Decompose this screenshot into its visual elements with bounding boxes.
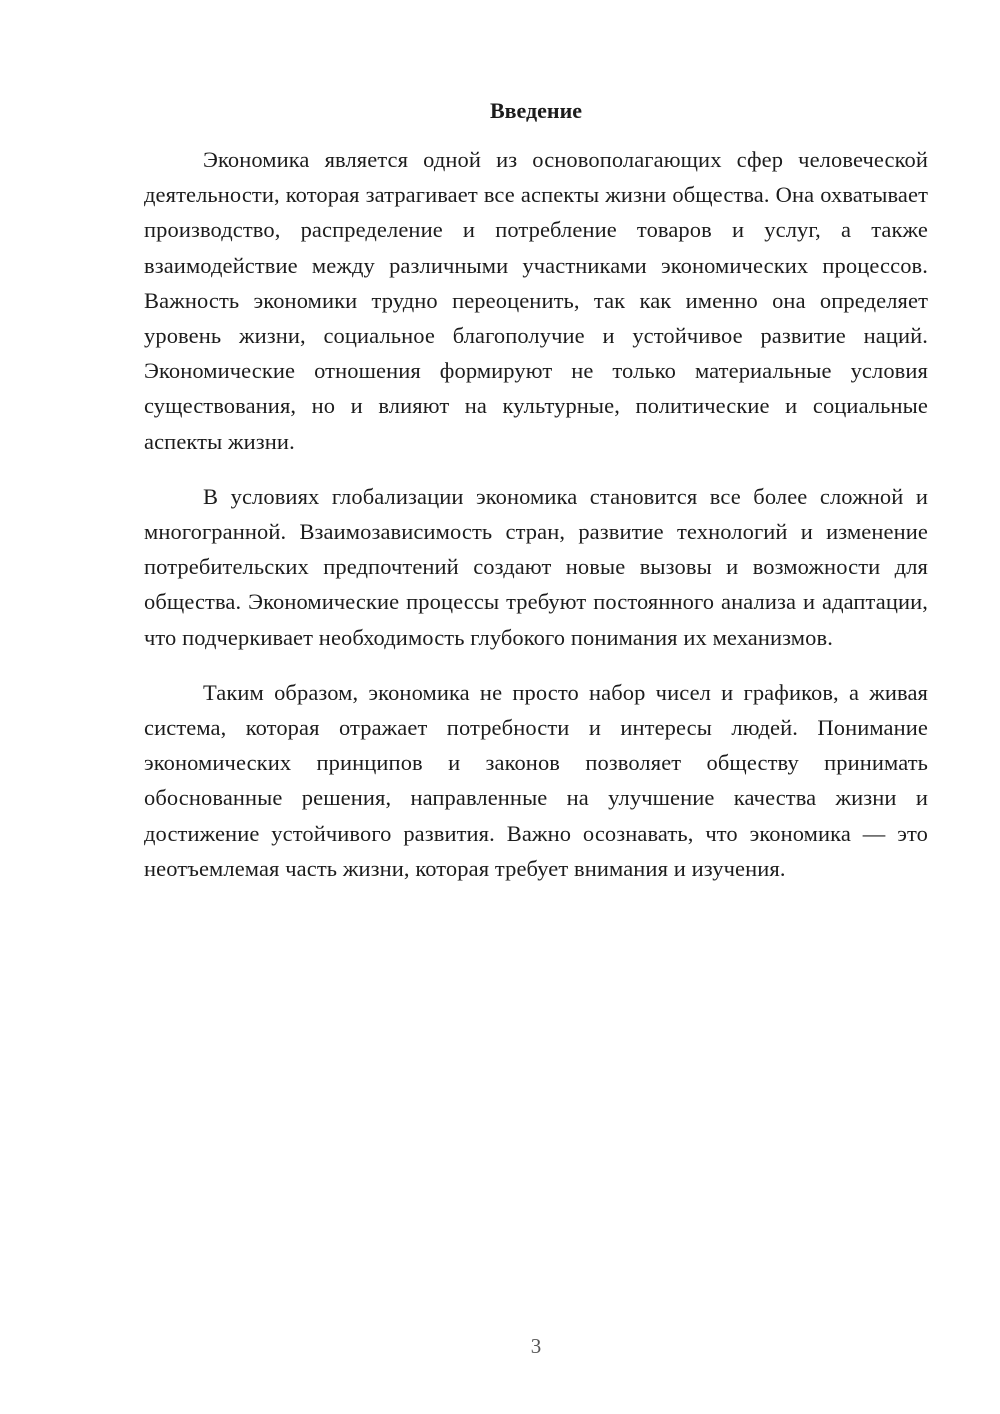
page-number: 3 — [530, 1334, 542, 1358]
paragraph-conclusion: Таким образом, экономика не просто набор чисел и графиков, а живая система, которая отражает потребности и интересы людей. Понимание экономических принципов и законов позволяет обществу принимать обоснованные решения, направленные на улучшение качества жизни и достижение устойчивого развития. Важно осознавать, что экономика — это неотъемлемая часть жизни, которая требует внимания и изучения. — [144, 679, 928, 881]
section-heading: Введение — [489, 98, 583, 123]
body-text — [144, 142, 928, 906]
paragraph-globalization: В условиях глобализации экономика становится все более сложной и многогранной. Взаимозависимость стран, развитие технологий и изменение потребительских предпочтений создают новые вызовы и возможности для общества. Экономические процессы требуют постоянного анализа и адаптации, что подчеркивает необходимость глубокого понимания их механизмов. — [144, 483, 928, 650]
paragraph-intro: Экономика является одной из основополагающих сфер человеческой деятельности, которая затрагивает все аспекты жизни общества. Она охватывает производство, распределение и потребление товаров и услуг, а также взаимодействие между различными участниками экономических процессов. Важность экономики трудно переоценить, так как именно она определяет уровень жизни, социальное благополучие и устойчивое развитие наций. Экономические отношения формируют не только материальные условия существования, но и влияют на культурные, политические и социальные аспекты жизни. — [144, 147, 928, 454]
